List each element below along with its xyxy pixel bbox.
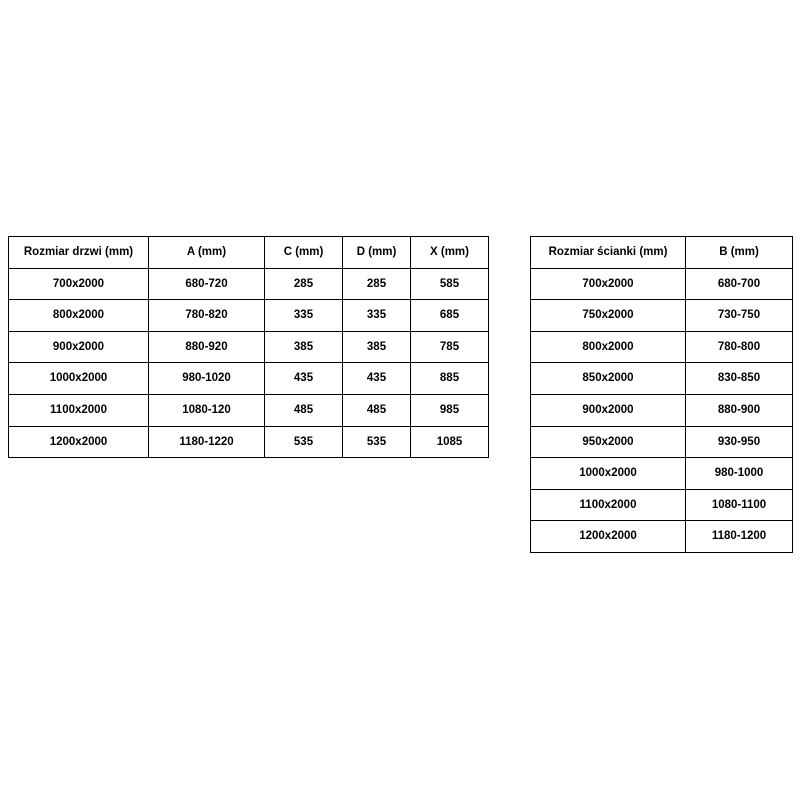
table-cell: 485 bbox=[343, 394, 411, 426]
column-header: B (mm) bbox=[686, 237, 793, 269]
table-cell: 930-950 bbox=[686, 426, 793, 458]
table-cell: 700x2000 bbox=[531, 268, 686, 300]
table-cell: 1000x2000 bbox=[531, 458, 686, 490]
table-cell: 585 bbox=[411, 268, 489, 300]
table-cell: 1080-120 bbox=[149, 394, 265, 426]
table-cell: 485 bbox=[265, 394, 343, 426]
table-cell: 435 bbox=[343, 363, 411, 395]
table-row bbox=[9, 331, 489, 363]
table-cell: 1085 bbox=[411, 426, 489, 458]
table-cell: 980-1000 bbox=[686, 458, 793, 490]
table-cell: 680-700 bbox=[686, 268, 793, 300]
table-cell: 900x2000 bbox=[9, 331, 149, 363]
table-cell: 1000x2000 bbox=[9, 363, 149, 395]
wall-table-body bbox=[531, 268, 793, 552]
table-cell: 785 bbox=[411, 331, 489, 363]
table-row bbox=[531, 489, 793, 521]
table-cell: 950x2000 bbox=[531, 426, 686, 458]
doors-table-body bbox=[9, 268, 489, 458]
table-cell: 880-920 bbox=[149, 331, 265, 363]
table-cell: 830-850 bbox=[686, 363, 793, 395]
table-row bbox=[531, 300, 793, 332]
wall-dimension-table-container bbox=[530, 236, 793, 553]
table-cell: 1180-1220 bbox=[149, 426, 265, 458]
table-header-row bbox=[531, 237, 793, 269]
table-cell: 1200x2000 bbox=[531, 521, 686, 553]
doors-table-head bbox=[9, 237, 489, 269]
table-cell: 385 bbox=[265, 331, 343, 363]
table-cell: 980-1020 bbox=[149, 363, 265, 395]
table-row bbox=[531, 521, 793, 553]
table-cell: 685 bbox=[411, 300, 489, 332]
doors-dimension-table-container bbox=[8, 236, 489, 458]
table-cell: 780-820 bbox=[149, 300, 265, 332]
table-cell: 680-720 bbox=[149, 268, 265, 300]
table-row bbox=[531, 394, 793, 426]
table-row bbox=[531, 458, 793, 490]
table-cell: 780-800 bbox=[686, 331, 793, 363]
table-cell: 800x2000 bbox=[9, 300, 149, 332]
table-cell: 700x2000 bbox=[9, 268, 149, 300]
table-cell: 800x2000 bbox=[531, 331, 686, 363]
table-row bbox=[9, 268, 489, 300]
table-cell: 1180-1200 bbox=[686, 521, 793, 553]
table-cell: 1200x2000 bbox=[9, 426, 149, 458]
table-cell: 285 bbox=[265, 268, 343, 300]
table-cell: 1100x2000 bbox=[9, 394, 149, 426]
table-row bbox=[531, 268, 793, 300]
table-cell: 535 bbox=[343, 426, 411, 458]
table-cell: 335 bbox=[265, 300, 343, 332]
table-cell: 435 bbox=[265, 363, 343, 395]
table-header-row bbox=[9, 237, 489, 269]
wall-dimension-table bbox=[530, 236, 793, 553]
table-cell: 850x2000 bbox=[531, 363, 686, 395]
wall-table-head bbox=[531, 237, 793, 269]
column-header: Rozmiar drzwi (mm) bbox=[9, 237, 149, 269]
table-cell: 885 bbox=[411, 363, 489, 395]
table-cell: 1100x2000 bbox=[531, 489, 686, 521]
table-row bbox=[531, 363, 793, 395]
table-row bbox=[9, 426, 489, 458]
column-header: Rozmiar ścianki (mm) bbox=[531, 237, 686, 269]
table-row bbox=[9, 363, 489, 395]
table-row bbox=[531, 331, 793, 363]
table-cell: 900x2000 bbox=[531, 394, 686, 426]
table-cell: 335 bbox=[343, 300, 411, 332]
table-row bbox=[9, 300, 489, 332]
table-row bbox=[531, 426, 793, 458]
table-cell: 730-750 bbox=[686, 300, 793, 332]
column-header: C (mm) bbox=[265, 237, 343, 269]
table-cell: 385 bbox=[343, 331, 411, 363]
table-row bbox=[9, 394, 489, 426]
table-cell: 880-900 bbox=[686, 394, 793, 426]
table-cell: 985 bbox=[411, 394, 489, 426]
table-cell: 750x2000 bbox=[531, 300, 686, 332]
column-header: A (mm) bbox=[149, 237, 265, 269]
table-cell: 1080-1100 bbox=[686, 489, 793, 521]
doors-dimension-table bbox=[8, 236, 489, 458]
table-cell: 285 bbox=[343, 268, 411, 300]
column-header: D (mm) bbox=[343, 237, 411, 269]
column-header: X (mm) bbox=[411, 237, 489, 269]
table-cell: 535 bbox=[265, 426, 343, 458]
